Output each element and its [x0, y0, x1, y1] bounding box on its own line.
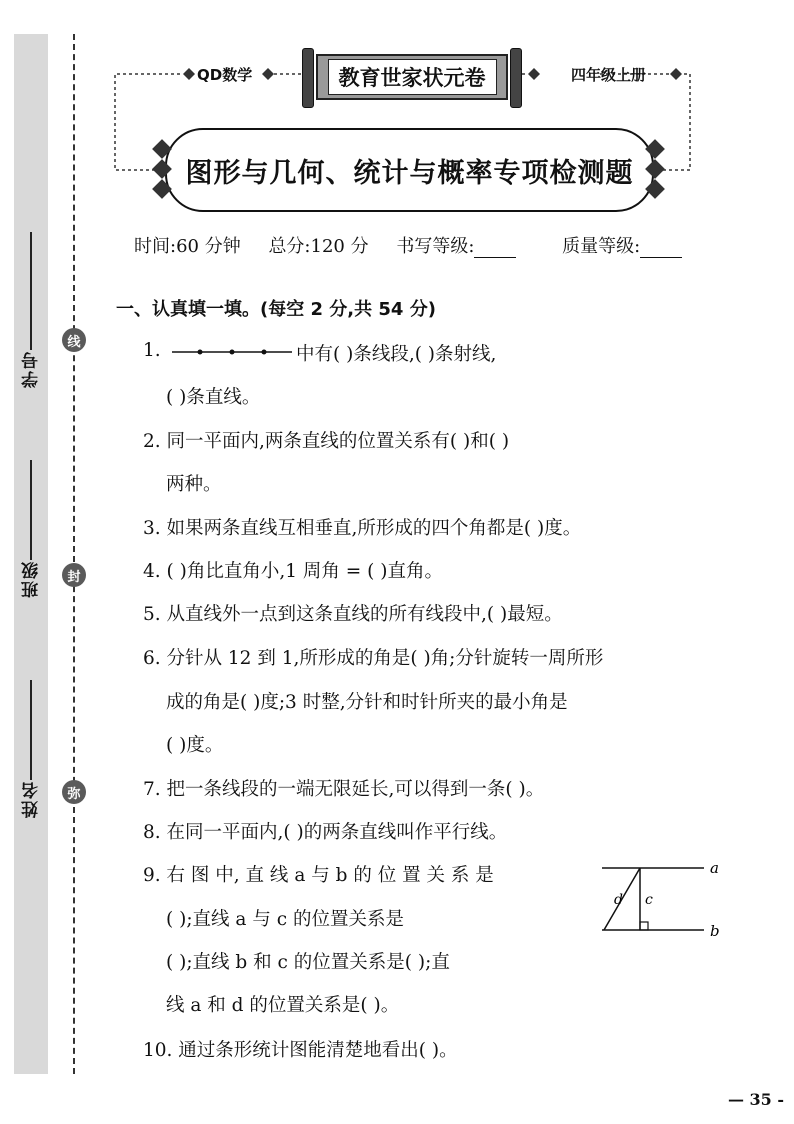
section-title: 一、认真填一填。(每空 2 分,共 54 分)	[116, 299, 436, 320]
question-9-cont-2: ( );直线 b 和 c 的位置关系是( );直	[166, 952, 450, 973]
question-6: 6. 分针从 12 到 1,所形成的角是( )角;分针旋转一周所形	[143, 648, 604, 669]
student-number-label: 学号	[21, 350, 42, 388]
question-5: 5. 从直线外一点到这条直线的所有线段中,( )最短。	[143, 604, 563, 625]
question-4: 4. ( )角比直角小,1 周角 = ( )直角。	[143, 561, 443, 582]
class-field[interactable]	[18, 460, 44, 598]
question-10: 10. 通过条形统计图能清楚地看出( )。	[143, 1040, 458, 1061]
class-label: 班级	[21, 560, 42, 598]
question-2: 2. 同一平面内,两条直线的位置关系有( )和( )	[143, 431, 510, 452]
label-c: c	[645, 892, 653, 908]
lines-figure	[596, 858, 736, 942]
page-number: — 35 -	[727, 1090, 784, 1109]
quality-grade-label: 质量等级:	[562, 236, 641, 257]
segment-figure	[170, 342, 294, 362]
question-9: 9. 右 图 中, 直 线 a 与 b 的 位 置 关 系 是	[143, 865, 494, 886]
question-1-text: 中有( )条线段,( )条射线,	[296, 344, 497, 365]
series-title: 教育世家状元卷	[328, 59, 497, 95]
label-d: d	[614, 892, 623, 908]
series-scroll	[302, 48, 522, 106]
question-1-text-cont: ( )条直线。	[166, 387, 261, 408]
label-a: a	[710, 859, 719, 877]
title-banner	[165, 128, 654, 212]
scroll-roll-right	[510, 48, 522, 108]
label-b: b	[710, 922, 720, 940]
seal-seal: 封	[62, 563, 86, 587]
name-label: 姓名	[21, 780, 42, 818]
writing-grade-label: 书写等级:	[396, 236, 475, 257]
question-6-cont: 成的角是( )度;3 时整,分针和时针所夹的最小角是	[166, 692, 568, 713]
question-8: 8. 在同一平面内,( )的两条直线叫作平行线。	[143, 822, 508, 843]
exam-meta	[134, 232, 704, 258]
question-7: 7. 把一条线段的一端无限延长,可以得到一条( )。	[143, 779, 545, 800]
student-number-line	[30, 232, 32, 350]
writing-grade-blank[interactable]	[474, 241, 516, 258]
question-3: 3. 如果两条直线互相垂直,所形成的四个角都是( )度。	[143, 518, 582, 539]
total-score: 总分:120 分	[268, 236, 369, 257]
seal-close: 弥	[62, 780, 86, 804]
scroll-roll-left	[302, 48, 314, 108]
page-title: 图形与几何、统计与概率专项检测题	[185, 157, 634, 189]
class-line	[30, 460, 32, 560]
question-2-cont: 两种。	[166, 474, 222, 495]
student-number-field[interactable]	[18, 232, 44, 388]
grade-tag: 四年级上册	[571, 66, 647, 84]
question-9-cont-3: 线 a 和 d 的位置关系是( )。	[166, 995, 400, 1016]
time-info: 时间:60 分钟	[134, 236, 241, 257]
question-9-cont: ( );直线 a 与 c 的位置关系是	[166, 909, 404, 930]
question-6-cont-2: ( )度。	[166, 735, 224, 756]
name-line	[30, 680, 32, 780]
quality-grade-blank[interactable]	[640, 241, 682, 258]
question-1-number: 1.	[143, 340, 161, 361]
scroll-body	[316, 54, 508, 100]
seal-line: 线	[62, 328, 86, 352]
subject-tag: QD数学	[197, 66, 253, 84]
name-field[interactable]	[18, 680, 44, 818]
